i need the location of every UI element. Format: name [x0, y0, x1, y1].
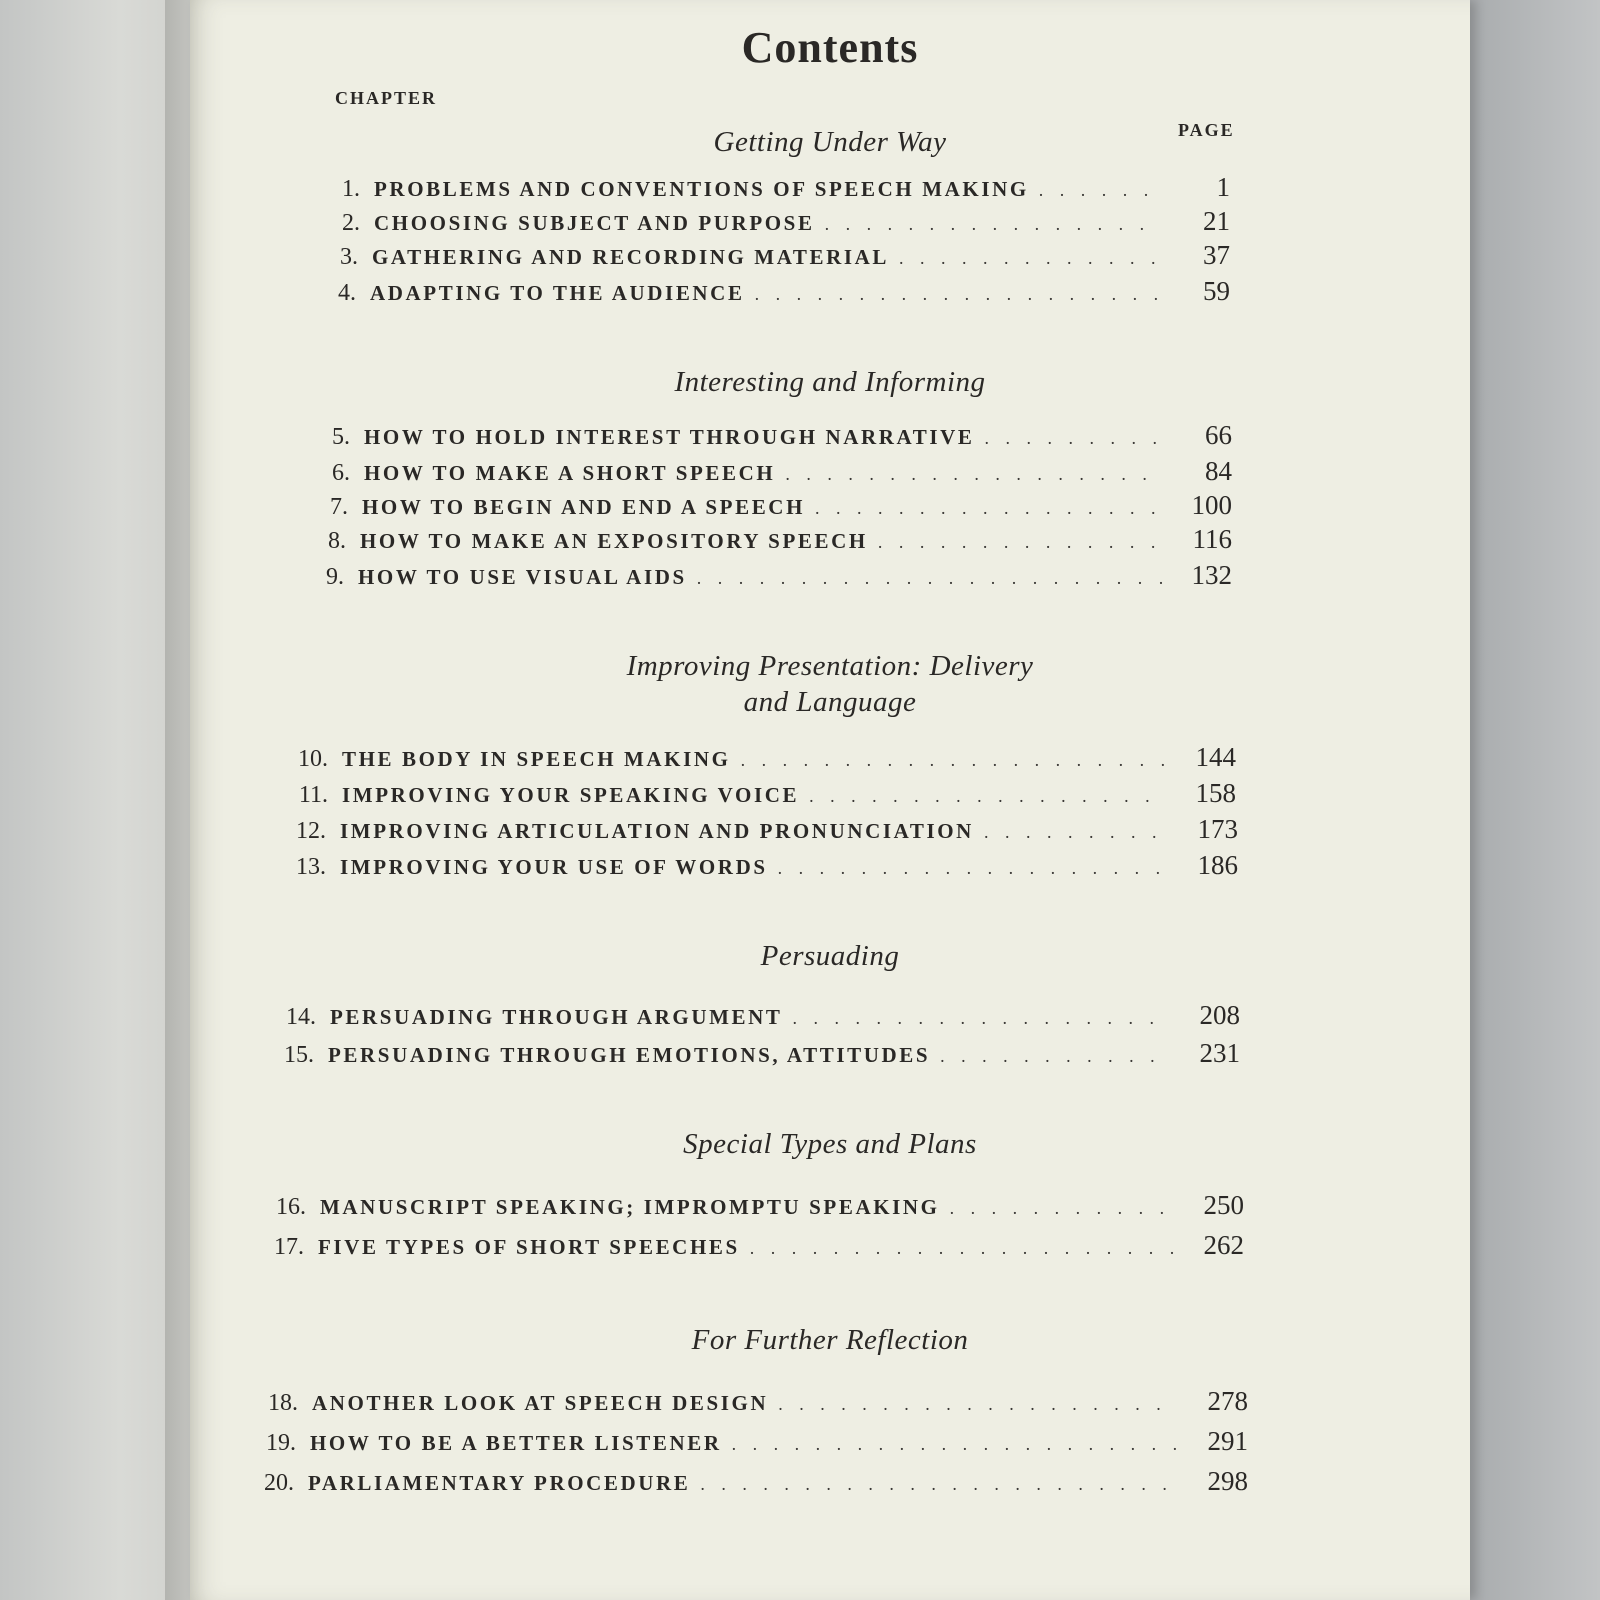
- chapter-number: 12.: [296, 818, 326, 844]
- page-number: 250: [1203, 1190, 1244, 1220]
- chapter-title: IMPROVING YOUR USE OF WORDS: [340, 855, 768, 879]
- toc-entry[interactable]: [266, 1000, 1240, 1034]
- dot-leader: [793, 1008, 1170, 1029]
- chapter-title: ANOTHER LOOK AT SPEECH DESIGN: [312, 1391, 769, 1415]
- dot-leader: [809, 786, 1166, 807]
- background-surface: [1470, 0, 1600, 1600]
- chapter-number: 17.: [274, 1234, 304, 1260]
- page-number: 186: [1197, 850, 1238, 880]
- chapter-title: THE BODY IN SPEECH MAKING: [342, 747, 731, 771]
- dot-leader: [785, 464, 1162, 485]
- chapter-number: 6.: [332, 460, 350, 486]
- dot-leader: [755, 284, 1160, 305]
- page-number: 262: [1203, 1230, 1244, 1260]
- toc-entry[interactable]: [300, 456, 1232, 490]
- section-heading: Persuading: [760, 940, 900, 972]
- page-number: 173: [1197, 814, 1238, 844]
- toc-entry[interactable]: [296, 524, 1232, 558]
- chapter-title: HOW TO BE A BETTER LISTENER: [310, 1431, 722, 1455]
- chapter-title: PARLIAMENTARY PROCEDURE: [308, 1471, 691, 1495]
- page-number: 158: [1195, 778, 1236, 808]
- toc-entry[interactable]: [254, 1230, 1244, 1264]
- toc-entry[interactable]: [256, 1190, 1244, 1224]
- chapter-number: 7.: [330, 494, 348, 520]
- section-heading: Interesting and Informing: [674, 366, 986, 398]
- chapter-number: 16.: [276, 1194, 306, 1220]
- chapter-number: 3.: [340, 244, 358, 270]
- dot-leader: [950, 1198, 1174, 1219]
- page-number: 37: [1203, 240, 1230, 270]
- chapter-number: 20.: [264, 1470, 294, 1496]
- toc-entry[interactable]: [306, 276, 1230, 310]
- chapter-number: 9.: [326, 564, 344, 590]
- toc-entry[interactable]: [278, 742, 1236, 776]
- chapter-title: MANUSCRIPT SPEAKING; IMPROMPTU SPEAKING: [320, 1195, 940, 1219]
- chapter-title: PERSUADING THROUGH ARGUMENT: [330, 1005, 783, 1029]
- dot-leader: [778, 858, 1168, 879]
- chapter-number: 5.: [332, 424, 350, 450]
- dot-leader: [815, 498, 1162, 519]
- chapter-title: HOW TO MAKE A SHORT SPEECH: [364, 461, 776, 485]
- toc-entry[interactable]: [276, 850, 1238, 884]
- section-heading: For Further Reflection: [691, 1324, 969, 1356]
- chapter-title: HOW TO BEGIN AND END A SPEECH: [362, 495, 806, 519]
- section-heading-continued: and Language: [743, 686, 917, 718]
- toc-entry[interactable]: [246, 1426, 1248, 1460]
- chapter-title: HOW TO HOLD INTEREST THROUGH NARRATIVE: [364, 425, 975, 449]
- chapter-title: PERSUADING THROUGH EMOTIONS, ATTITUDES: [328, 1043, 931, 1067]
- page-number: 21: [1203, 206, 1230, 236]
- chapter-number: 18.: [268, 1390, 298, 1416]
- toc-entry[interactable]: [278, 778, 1236, 812]
- dot-leader: [878, 532, 1162, 553]
- chapter-title: FIVE TYPES OF SHORT SPEECHES: [318, 1235, 740, 1259]
- page-number: 132: [1191, 560, 1232, 590]
- toc-entry[interactable]: [298, 490, 1232, 524]
- chapter-title: HOW TO MAKE AN EXPOSITORY SPEECH: [360, 529, 868, 553]
- dot-leader: [778, 1394, 1178, 1415]
- dot-leader: [985, 428, 1162, 449]
- page-number: 84: [1205, 456, 1232, 486]
- chapter-title: IMPROVING YOUR SPEAKING VOICE: [342, 783, 800, 807]
- section-heading: Special Types and Plans: [683, 1128, 977, 1160]
- toc-entry[interactable]: [264, 1038, 1240, 1072]
- chapter-number: 4.: [338, 280, 356, 306]
- toc-entry[interactable]: [248, 1386, 1248, 1420]
- toc-entry[interactable]: [276, 814, 1238, 848]
- page-column-label: PAGE: [1178, 120, 1235, 140]
- toc-entry[interactable]: [310, 172, 1230, 206]
- chapter-title: GATHERING AND RECORDING MATERIAL: [372, 245, 890, 269]
- chapter-title: IMPROVING ARTICULATION AND PRONUNCIATION: [340, 819, 974, 843]
- chapter-number: 14.: [286, 1004, 316, 1030]
- contents-page: [190, 0, 1470, 1600]
- dot-leader: [825, 214, 1160, 235]
- toc-entry[interactable]: [244, 1466, 1248, 1500]
- toc-entry[interactable]: [310, 206, 1230, 240]
- dot-leader: [750, 1238, 1174, 1259]
- toc-entry[interactable]: [308, 240, 1230, 274]
- section-heading: Getting Under Way: [713, 126, 947, 158]
- chapter-number: 2.: [342, 210, 360, 236]
- page-number: 291: [1207, 1426, 1248, 1456]
- chapter-number: 13.: [296, 854, 326, 880]
- dot-leader: [732, 1434, 1178, 1455]
- chapter-column-label: CHAPTER: [335, 88, 438, 108]
- page-number: 298: [1207, 1466, 1248, 1496]
- page-number: 100: [1191, 490, 1232, 520]
- chapter-number: 15.: [284, 1042, 314, 1068]
- page-number: 116: [1192, 524, 1232, 554]
- chapter-number: 10.: [298, 746, 328, 772]
- page-title: Contents: [741, 23, 919, 72]
- page-number: 66: [1205, 420, 1232, 450]
- chapter-number: 1.: [342, 176, 360, 202]
- page-number: 231: [1199, 1038, 1240, 1068]
- chapter-title: CHOOSING SUBJECT AND PURPOSE: [374, 211, 815, 235]
- page-number: 208: [1199, 1000, 1240, 1030]
- dot-leader: [697, 568, 1162, 589]
- dot-leader: [940, 1046, 1170, 1067]
- chapter-title: PROBLEMS AND CONVENTIONS OF SPEECH MAKING: [374, 177, 1029, 201]
- page-number: 278: [1207, 1386, 1248, 1416]
- dot-leader: [899, 248, 1160, 269]
- dot-leader: [1039, 180, 1160, 201]
- toc-entry[interactable]: [300, 420, 1232, 454]
- section-heading: Improving Presentation: Delivery: [626, 650, 1034, 682]
- toc-entry[interactable]: [294, 560, 1232, 594]
- chapter-title: ADAPTING TO THE AUDIENCE: [370, 281, 745, 305]
- chapter-number: 8.: [328, 528, 346, 554]
- page-number: 1: [1216, 172, 1230, 202]
- chapter-title: HOW TO USE VISUAL AIDS: [358, 565, 687, 589]
- dot-leader: [700, 1474, 1178, 1495]
- chapter-number: 11.: [298, 782, 328, 808]
- page-number: 59: [1203, 276, 1230, 306]
- dot-leader: [984, 822, 1168, 843]
- page-number: 144: [1195, 742, 1236, 772]
- chapter-number: 19.: [266, 1430, 296, 1456]
- dot-leader: [741, 750, 1166, 771]
